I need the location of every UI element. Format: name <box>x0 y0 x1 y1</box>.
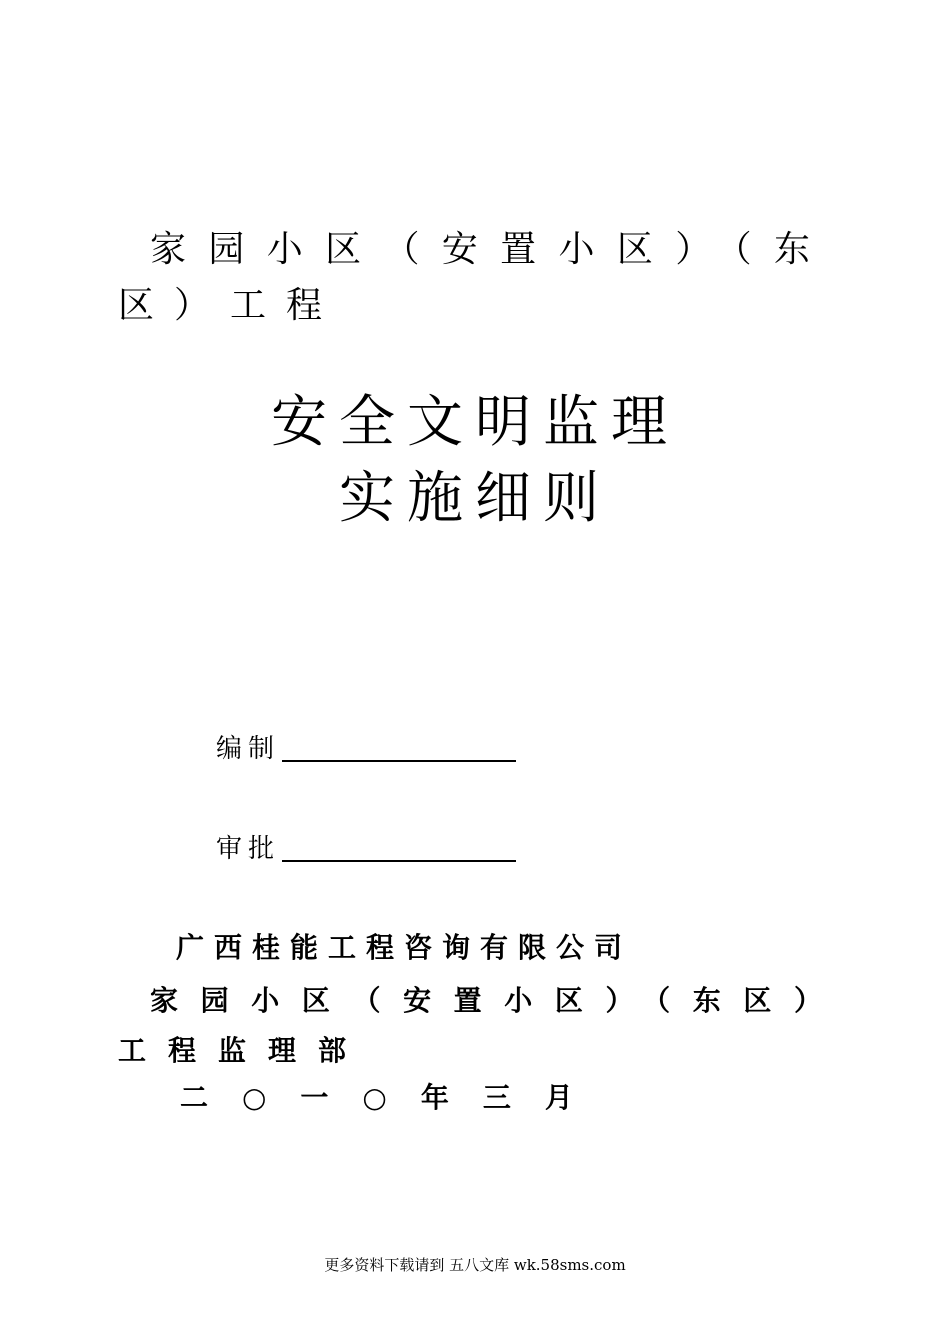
approved-by-row <box>216 826 516 866</box>
approved-by-signature-line <box>282 830 516 862</box>
compiled-by-row <box>216 726 516 766</box>
document-title-line-1: 安全文明监理 <box>271 390 679 455</box>
company-name: 广西桂能工程咨询有限公司 <box>176 931 633 964</box>
approved-by-label: 审批 <box>216 834 281 864</box>
footer-download-note: 更多资料下载请到 五八文库 wk.58sms.com <box>324 1256 626 1274</box>
document-date: 二○一○年三月 <box>180 1081 607 1114</box>
project-title: 家园小区（安置小区）（东区）工程 <box>118 229 830 326</box>
compiled-by-label: 编制 <box>216 734 281 764</box>
compiled-by-signature-line <box>282 730 516 762</box>
document-title-line-2: 实施细则 <box>339 466 611 531</box>
supervision-department: 家园小区（安置小区）（东区）工程监理部 <box>118 984 830 1067</box>
